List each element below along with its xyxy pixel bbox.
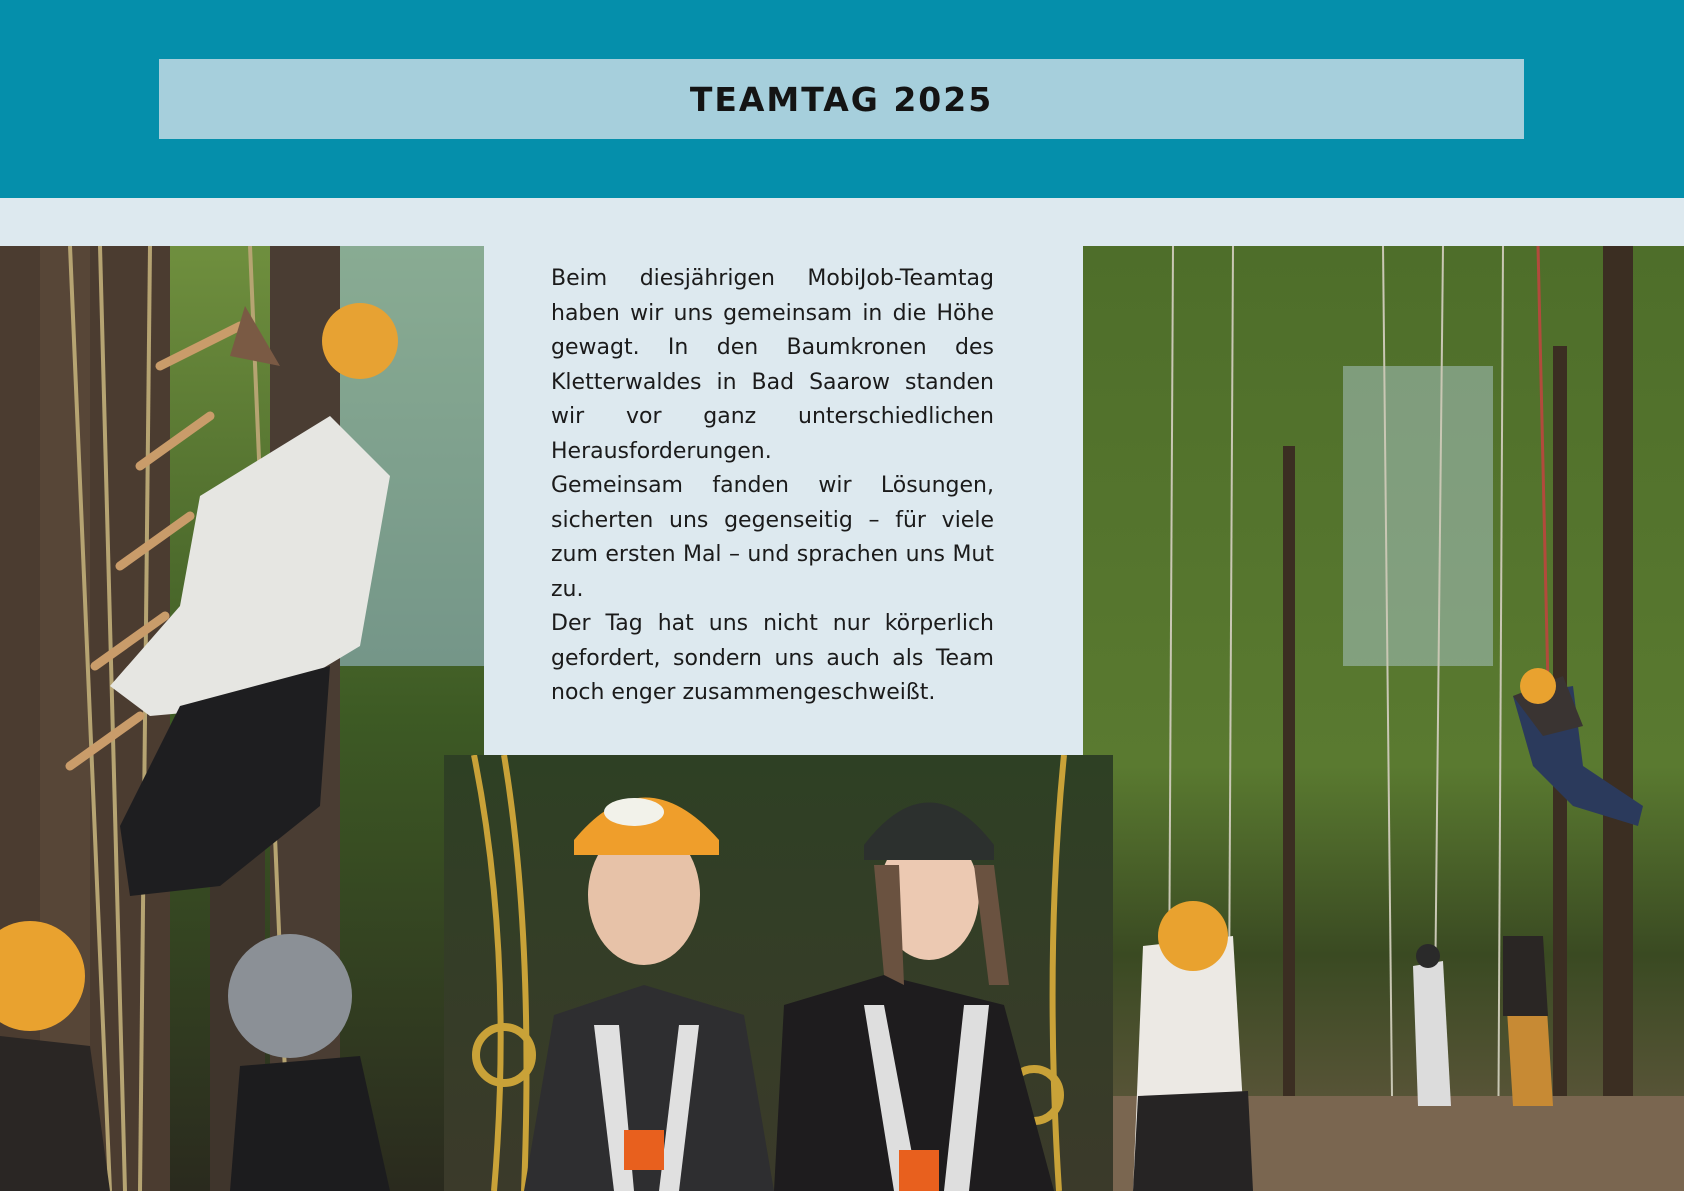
article-paragraph-3: Der Tag hat uns nicht nur körperlich gefordert, sondern uns auch als Team noch enger zusammengeschweißt.: [551, 611, 994, 705]
article-text-panel: [484, 246, 1083, 755]
article-paragraph-1: Beim diesjährigen MobiJob-Teamtag haben wir uns gemeinsam in die Höhe gewagt. In den Baumkronen des Kletterwaldes in Bad Saarow standen wir vor ganz unterschiedlichen Herausforderungen.: [551, 266, 994, 464]
photo-right-forest-course: [1083, 246, 1684, 1191]
photo-climbing-rope-ladder-icon: [0, 246, 484, 1191]
photo-middle-two-women: [444, 755, 1113, 1191]
title-box: [159, 59, 1524, 139]
photo-two-women-helmets-icon: [444, 755, 1113, 1191]
header-band: [0, 0, 1684, 198]
article-paragraph-2: Gemeinsam fanden wir Lösungen, sicherten uns gegenseitig – für viele zum ersten Mal – und sprachen uns Mut zu.: [551, 473, 994, 602]
photo-left-climbing-ladder: [0, 246, 484, 1191]
page-title: TEAMTAG 2025: [689, 79, 994, 119]
photo-forest-climbing-course-icon: [1083, 246, 1684, 1191]
